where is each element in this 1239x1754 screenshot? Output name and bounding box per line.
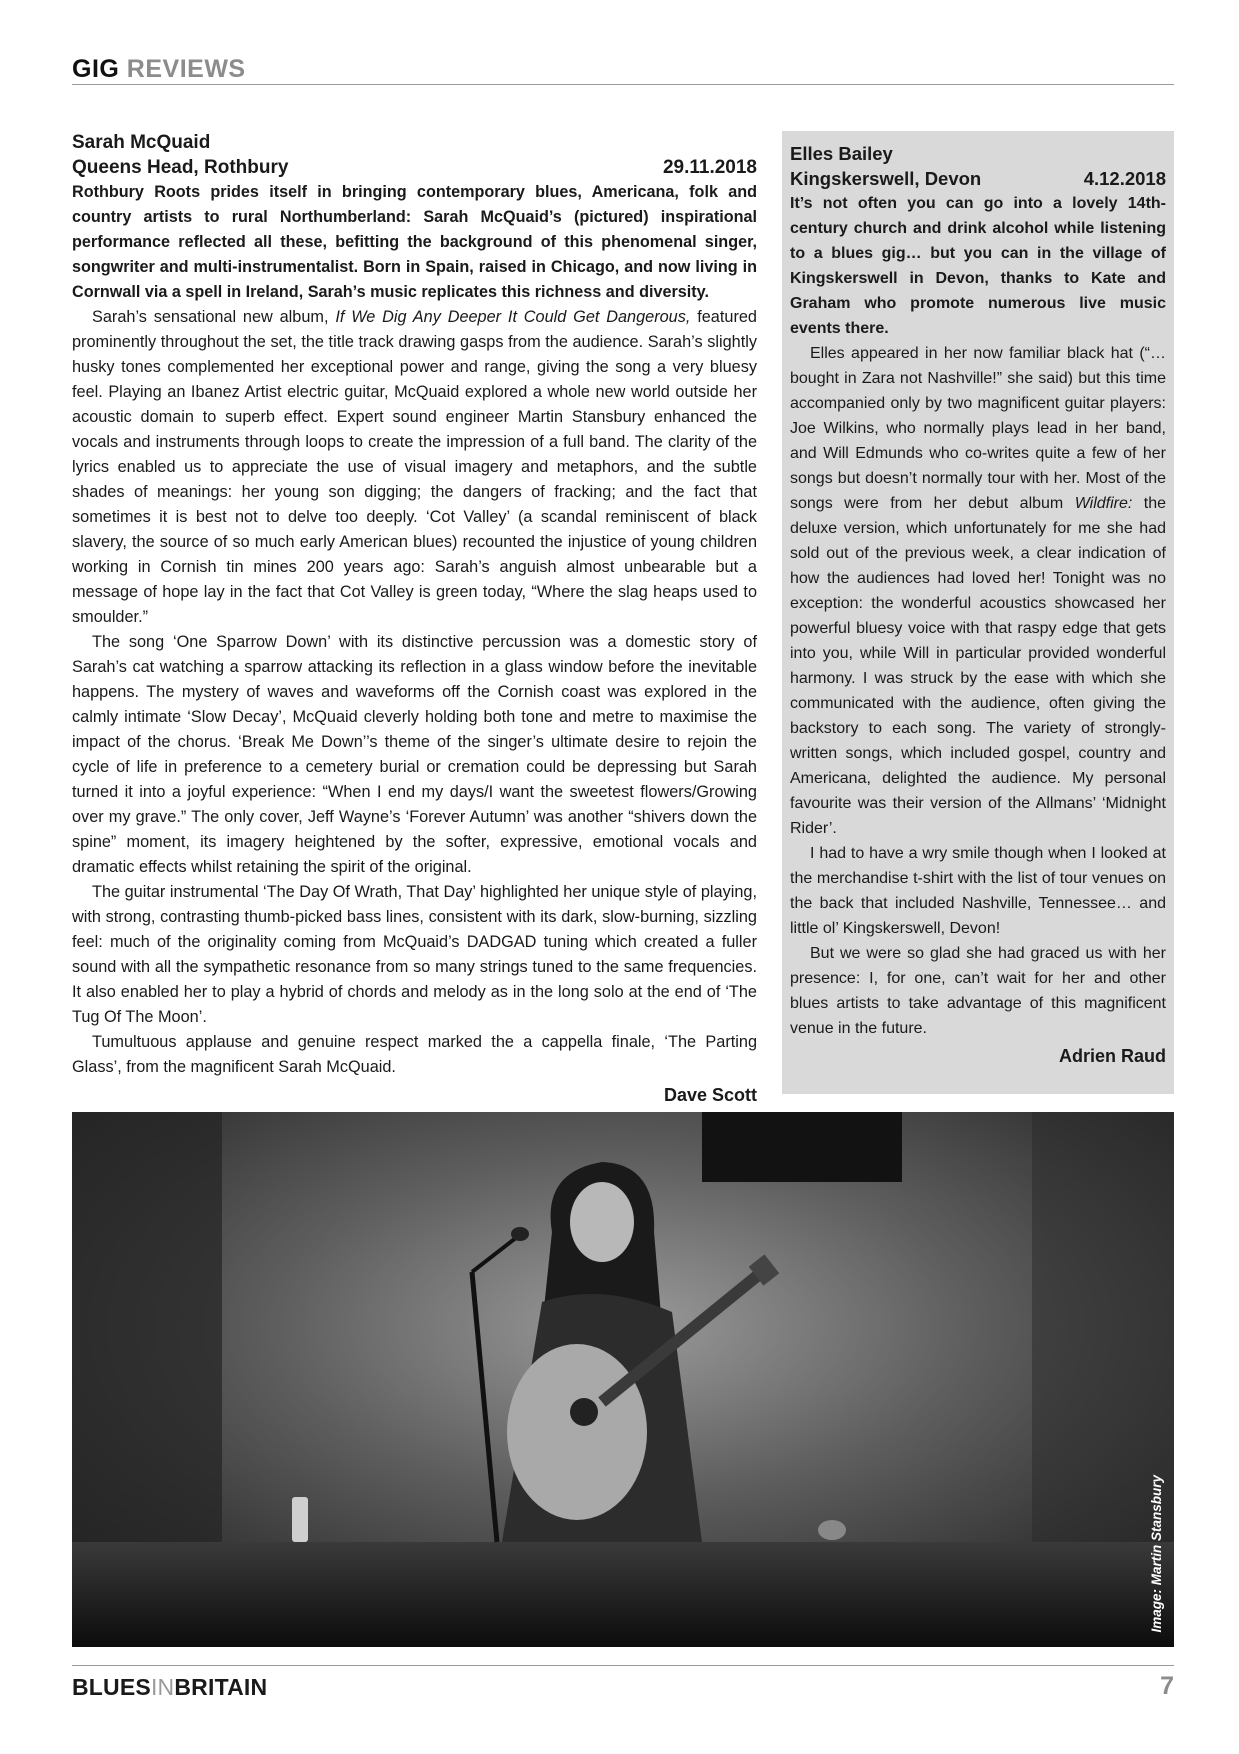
logo-part: IN [150, 1674, 175, 1700]
logo-part: BLUES [72, 1674, 151, 1700]
review-paragraph: The song ‘One Sparrow Down’ with its distinctive percussion was a domestic story of Sarah’s cat watching a sparrow attacking its reflection in a glass window before the inevitable happens. The mystery of waves and waveforms off the Cornish coast was explored in the calmly intimate ‘Slow Decay’, McQuaid cleverly holding both tone and metre to maximise the impact of the chorus. ‘Break Me Down’’s theme of the singer’s ultimate desire to rejoin the cycle of life in preference to a cemetery burial or cremation could be depressing but Sarah turned it into a joyful experience: “When I end my days/I want the sweetest flowers/Growing over my grave.” The only cover, Jeff Wayne’s ‘Forever Autumn’ was another “shivers down the spine” moment, its imagery heightened by the softer, expressive, emotional vocals and dramatic effects whilst retaining the spirit of the original. [72, 633, 757, 876]
review-paragraph: I had to have a wry smile though when I looked at the merchandise t-shirt with the list of tour venues on the back that included Nashville, Tennessee… and little ol’ Kingskerswell, Devon! [790, 845, 1166, 937]
logo-part: BRITAIN [174, 1674, 268, 1700]
review-venue: Kingskerswell, Devon [790, 168, 982, 189]
review-venue-row [790, 166, 1166, 191]
review-artist: Elles Bailey [790, 143, 893, 164]
review-paragraph: The guitar instrumental ‘The Day Of Wrath, That Day’ highlighted her unique style of playing, with strong, contrasting thumb-picked bass lines, consistent with its dark, slow-burning, sizzling feel: much of the originality coming from McQuaid’s DADGAD tuning which created a fuller sound with all the sympathetic resonance from so many strings tuned to the same frequencies. It also enabled her to play a hybrid of chords and melody as in the long solo at the end of ‘The Tug Of The Moon’. [72, 883, 757, 1026]
paragraph-text: featured prominently throughout the set, the title track drawing gasps from the audience. Sarah’s slightly husky tones complemented her exceptional power and range, giving the song a very bluesy feel. Playing an Ibanez Artist electric guitar, McQuaid explored a whole new world outside her acoustic domain to superb effect. Expert sound engineer Martin Stansbury enhanced the vocals and instruments through loops to create the impression of a full band. The clarity of the lyrics enabled us to appreciate the use of visual imagery and metaphors, and the subtle shades of meanings: her young son digging; the dangers of fracking; and the fact that sometimes it is best not to delve too deeply. ‘Cot Valley’ (a scandal reminiscent of black slavery, the source of so much early American blues) recounted the injustice of young children working in Cornish tin mines 200 years ago: Sarah’s anguish almost unbearable but a message of hope lay in the fact that Cot Valley is green today, “Where the slag heaps used to smoulder.” [72, 308, 757, 626]
album-title: Wildfire: [1074, 495, 1133, 512]
section-header [72, 54, 1174, 85]
review-artist: Sarah McQuaid [72, 132, 211, 153]
microphone [511, 1227, 529, 1241]
review-paragraph: Tumultuous applause and genuine respect marked the a cappella finale, ‘The Parting Glass’, from the magnificent Sarah McQuaid. [72, 1033, 757, 1076]
section-title-light: REVIEWS [126, 55, 246, 83]
review-author: Dave Scott [663, 1085, 757, 1105]
performer-face [570, 1182, 634, 1262]
paragraph-text: Sarah’s sensational new album, [92, 308, 336, 326]
photo-illustration [72, 1112, 1174, 1647]
review-paragraph [72, 305, 757, 630]
review-date: 4.12.2018 [1083, 168, 1166, 189]
review-author: Adrien Raud [1058, 1046, 1166, 1066]
page-number: 7 [1160, 1672, 1174, 1700]
paragraph-text: Elles appeared in her now familiar black hat (“…bought in Zara not Nashville!” she said) but this time accompanied only by two magnificent guitar players: Joe Wilkins, who normally plays lead in her band, and Will Edmunds who co-writes quite a few of her songs but doesn’t normally tour with her. Most of the songs were from her debut album [790, 345, 1166, 512]
review-date: 29.11.2018 [662, 157, 757, 178]
speaker-cabinet [702, 1112, 902, 1182]
guitar-body [507, 1344, 647, 1520]
section-title-bold: GIG [72, 55, 120, 83]
review-sarah-mcquaid [72, 130, 757, 1108]
review-paragraph [790, 341, 1166, 841]
water-bottle [292, 1497, 308, 1542]
photo-credit: Image: Martin Stansbury [1149, 1475, 1164, 1633]
concert-photo [72, 1112, 1174, 1647]
review-venue-row [72, 155, 757, 180]
album-title: If We Dig Any Deeper It Could Get Dangerous, [335, 308, 691, 326]
review-venue: Queens Head, Rothbury [72, 157, 289, 178]
page-footer [72, 1665, 1174, 1700]
review-lead: It’s not often you can go into a lovely 14th-century church and drink alcohol while listening to a blues gig… but you can in the village of Kingskerswell in Devon, thanks to Kate and Graham who promote numerous live music events there. [790, 195, 1166, 337]
review-lead: Rothbury Roots prides itself in bringing contemporary blues, Americana, folk and country artists to rural Northumberland: Sarah McQuaid’s (pictured) inspirational performance reflected all these, befitting the background of this phenomenal singer, songwriter and multi-instrumentalist. Born in Spain, raised in Chicago, and now living in Cornwall via a spell in Ireland, Sarah’s music replicates this richness and diversity. [72, 183, 757, 301]
magazine-logo [72, 1674, 267, 1701]
paragraph-text: the deluxe version, which unfortunately for me she had sold out of the previous week, a clear indication of how the audiences had loved her! Tonight was no exception: the wonderful acoustics showcased her powerful bluesy voice with that raspy edge that gets into you, while Will in particular provided wonderful harmony. I was struck by the ease with which she communicated with the audience, often giving the backstory to each song. The variety of strongly-written songs, which included gospel, country and Americana, delighted the audience. My personal favourite was their version of the Allmans’ ‘Midnight Rider’. [790, 495, 1166, 837]
review-elles-bailey [782, 131, 1174, 1094]
review-paragraph: But we were so glad she had graced us with her presence: I, for one, can’t wait for her and other blues artists to take advantage of this magnificent venue in the future. [790, 945, 1166, 1037]
section-title [72, 54, 1174, 84]
